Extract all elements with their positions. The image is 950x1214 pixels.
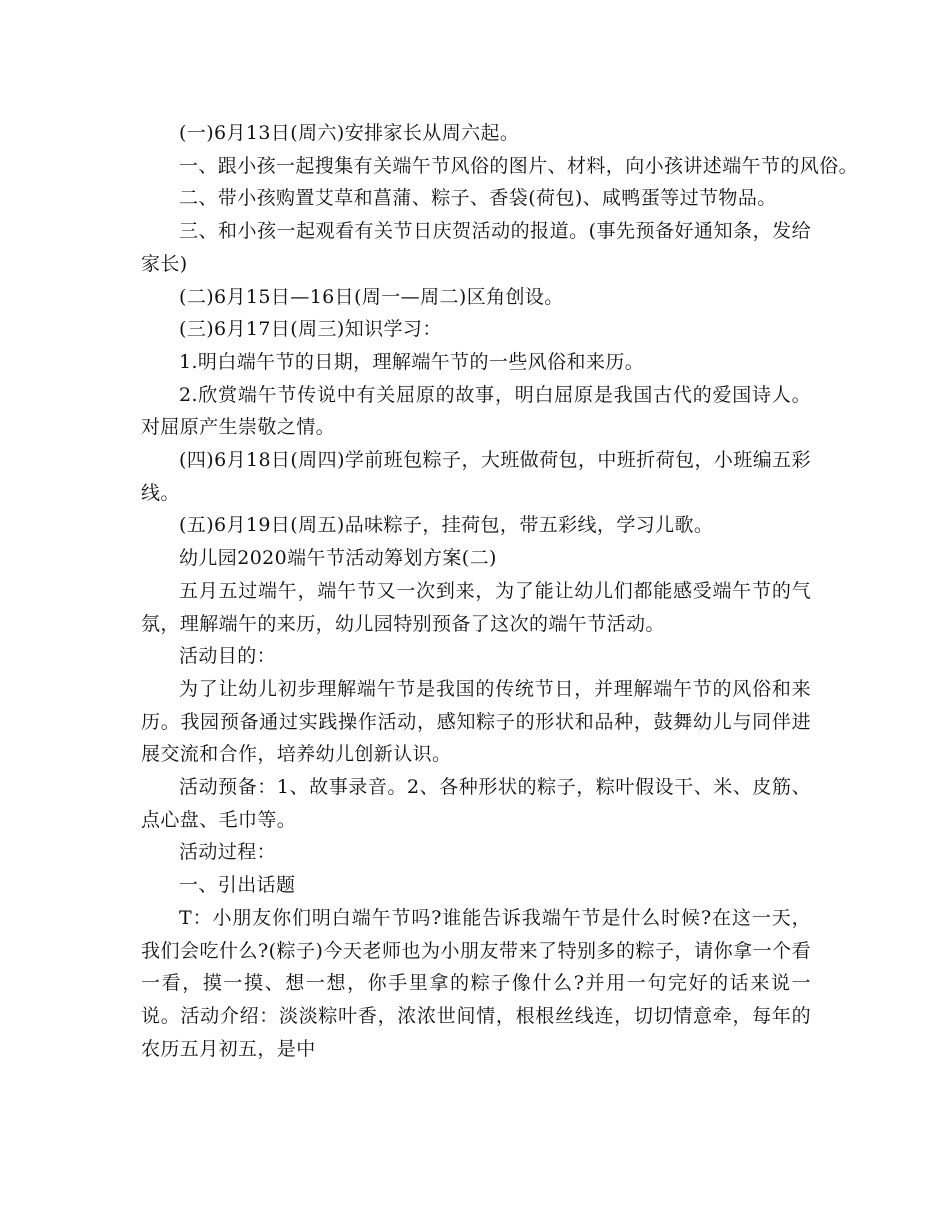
paragraph-activity-goal: 为了让幼儿初步理解端午节是我国的传统节日，并理解端午节的风俗和来历。我园预备通过实践操作活动，感知粽子的形状和品种，鼓舞幼儿与同伴进展交流和合作，培养幼儿创新认识。 xyxy=(141,677,811,766)
paragraph-june19: (五)6月19日(周五)品味粽子，挂荷包，带五彩线，学习儿歌。 xyxy=(179,514,714,537)
paragraph-item-2: 二、带小孩购置艾草和菖蒲、粽子、香袋(荷包)、咸鸭蛋等过节物品。 xyxy=(179,187,777,210)
paragraph-intro: 五月五过端午，端午节又一次到来，为了能让幼儿们都能感受端午节的气氛，理解端午的来历，幼儿园特别预备了这次的端午节活动。 xyxy=(141,579,811,635)
paragraph-item-3: 三、和小孩一起观看有关节日庆贺活动的报道。(事先预备好通知条，发给家长) xyxy=(141,220,811,275)
paragraph-knowledge-1: 1.明白端午节的日期，理解端午节的一些风俗和来历。 xyxy=(179,350,645,373)
heading-activity-goal: 活动目的： xyxy=(179,645,277,668)
paragraph-june17: (三)6月17日(周三)知识学习： xyxy=(179,318,442,341)
document-body xyxy=(141,117,859,1065)
section-title-plan-two: 幼儿园2020端午节活动筹划方案(二) xyxy=(179,547,497,570)
paragraph-teacher-talk: T：小朋友你们明白端午节吗?谁能告诉我端午节是什么时候?在这一天，我们会吃什么?(粽子)今天老师也为小朋友带来了特别多的粽子，请你拿一个看一看，摸一摸、想一想，你手里拿的粽子像什么?并用一句完好的话来说一说。活动介绍：淡淡粽叶香，浓浓世间情，根根丝线连，切切情意牵，每年的农历五月初五，是中 xyxy=(141,906,811,1060)
paragraph-june15-16: (二)6月15日—16日(周一—周二)区角创设。 xyxy=(179,285,564,308)
paragraph-june18: (四)6月18日(周四)学前班包粽子，大班做荷包，中班折荷包，小班编五彩线。 xyxy=(141,449,811,504)
paragraph-knowledge-2: 2.欣赏端午节传说中有关屈原的故事，明白屈原是我国古代的爱国诗人。对屈原产生崇敬之情。 xyxy=(141,383,811,439)
paragraph-item-1: 一、跟小孩一起搜集有关端午节风俗的图片、材料，向小孩讲述端午节的风俗。 xyxy=(179,154,859,177)
heading-activity-process: 活动过程： xyxy=(179,841,277,864)
paragraph-activity-prep: 活动预备：1、故事录音。2、各种形状的粽子，粽叶假设干、米、皮筋、点心盘、毛巾等。 xyxy=(141,776,811,831)
heading-step-one: 一、引出话题 xyxy=(179,874,296,897)
paragraph-june13: (一)6月13日(周六)安排家长从周六起。 xyxy=(179,122,520,144)
